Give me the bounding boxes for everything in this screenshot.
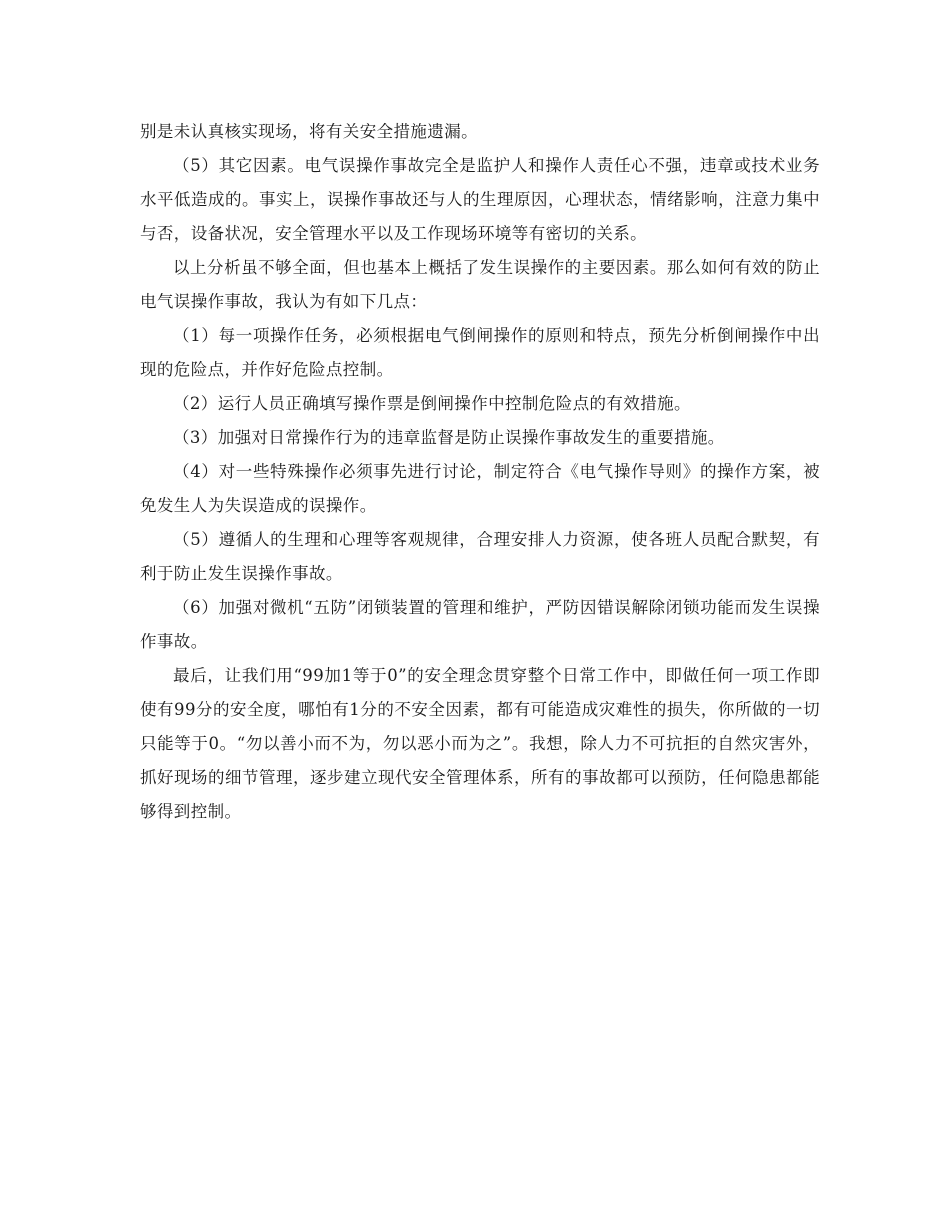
paragraph-continuation: 别是未认真核实现场，将有关安全措施遗漏。 [140,122,478,141]
document-body [140,115,820,829]
paragraph-measure-3: （3）加强对日常操作行为的违章监督是防止误操作事故发生的重要措施。 [173,428,725,447]
paragraph-summary: 以上分析虽不够全面，但也基本上概括了发生误操作的主要因素。那么如何有效的防止电气误操作事故，我认为有如下几点： [140,258,820,311]
paragraph-measure-4: （4）对一些特殊操作必须事先进行讨论，制定符合《电气操作导则》的操作方案，被免发生人为失误造成的误操作。 [140,462,820,515]
paragraph-measure-5: （5）遵循人的生理和心理等客观规律，合理安排人力资源，使各班人员配合默契，有利于防止发生误操作事故。 [140,530,820,583]
paragraph-conclusion: 最后，让我们用“99加1等于0”的安全理念贯穿整个日常工作中，即做任何一项工作即使有99分的安全度，哪怕有1分的不安全因素，都有可能造成灾难性的损失，你所做的一切只能等于0。“勿以善小而不为，勿以恶小而为之”。我想，除人力不可抗拒的自然灾害外，抓好现场的细节管理，逐步建立现代安全管理体系，所有的事故都可以预防，任何隐患都能够得到控制。 [140,666,820,821]
paragraph-measure-2: （2）运行人员正确填写操作票是倒闸操作中控制危险点的有效措施。 [173,394,691,413]
paragraph-factor-5: （5）其它因素。电气误操作事故完全是监护人和操作人责任心不强，违章或技术业务水平低造成的。事实上，误操作事故还与人的生理原因，心理状态，情绪影响，注意力集中与否，设备状况，安全管理水平以及工作现场环境等有密切的关系。 [140,156,820,243]
paragraph-measure-1: （1）每一项操作任务，必须根据电气倒闸操作的原则和特点，预先分析倒闸操作中出现的危险点，并作好危险点控制。 [140,326,820,379]
paragraph-measure-6: （6）加强对微机“五防”闭锁装置的管理和维护，严防因错误解除闭锁功能而发生误操作事故。 [140,598,820,651]
